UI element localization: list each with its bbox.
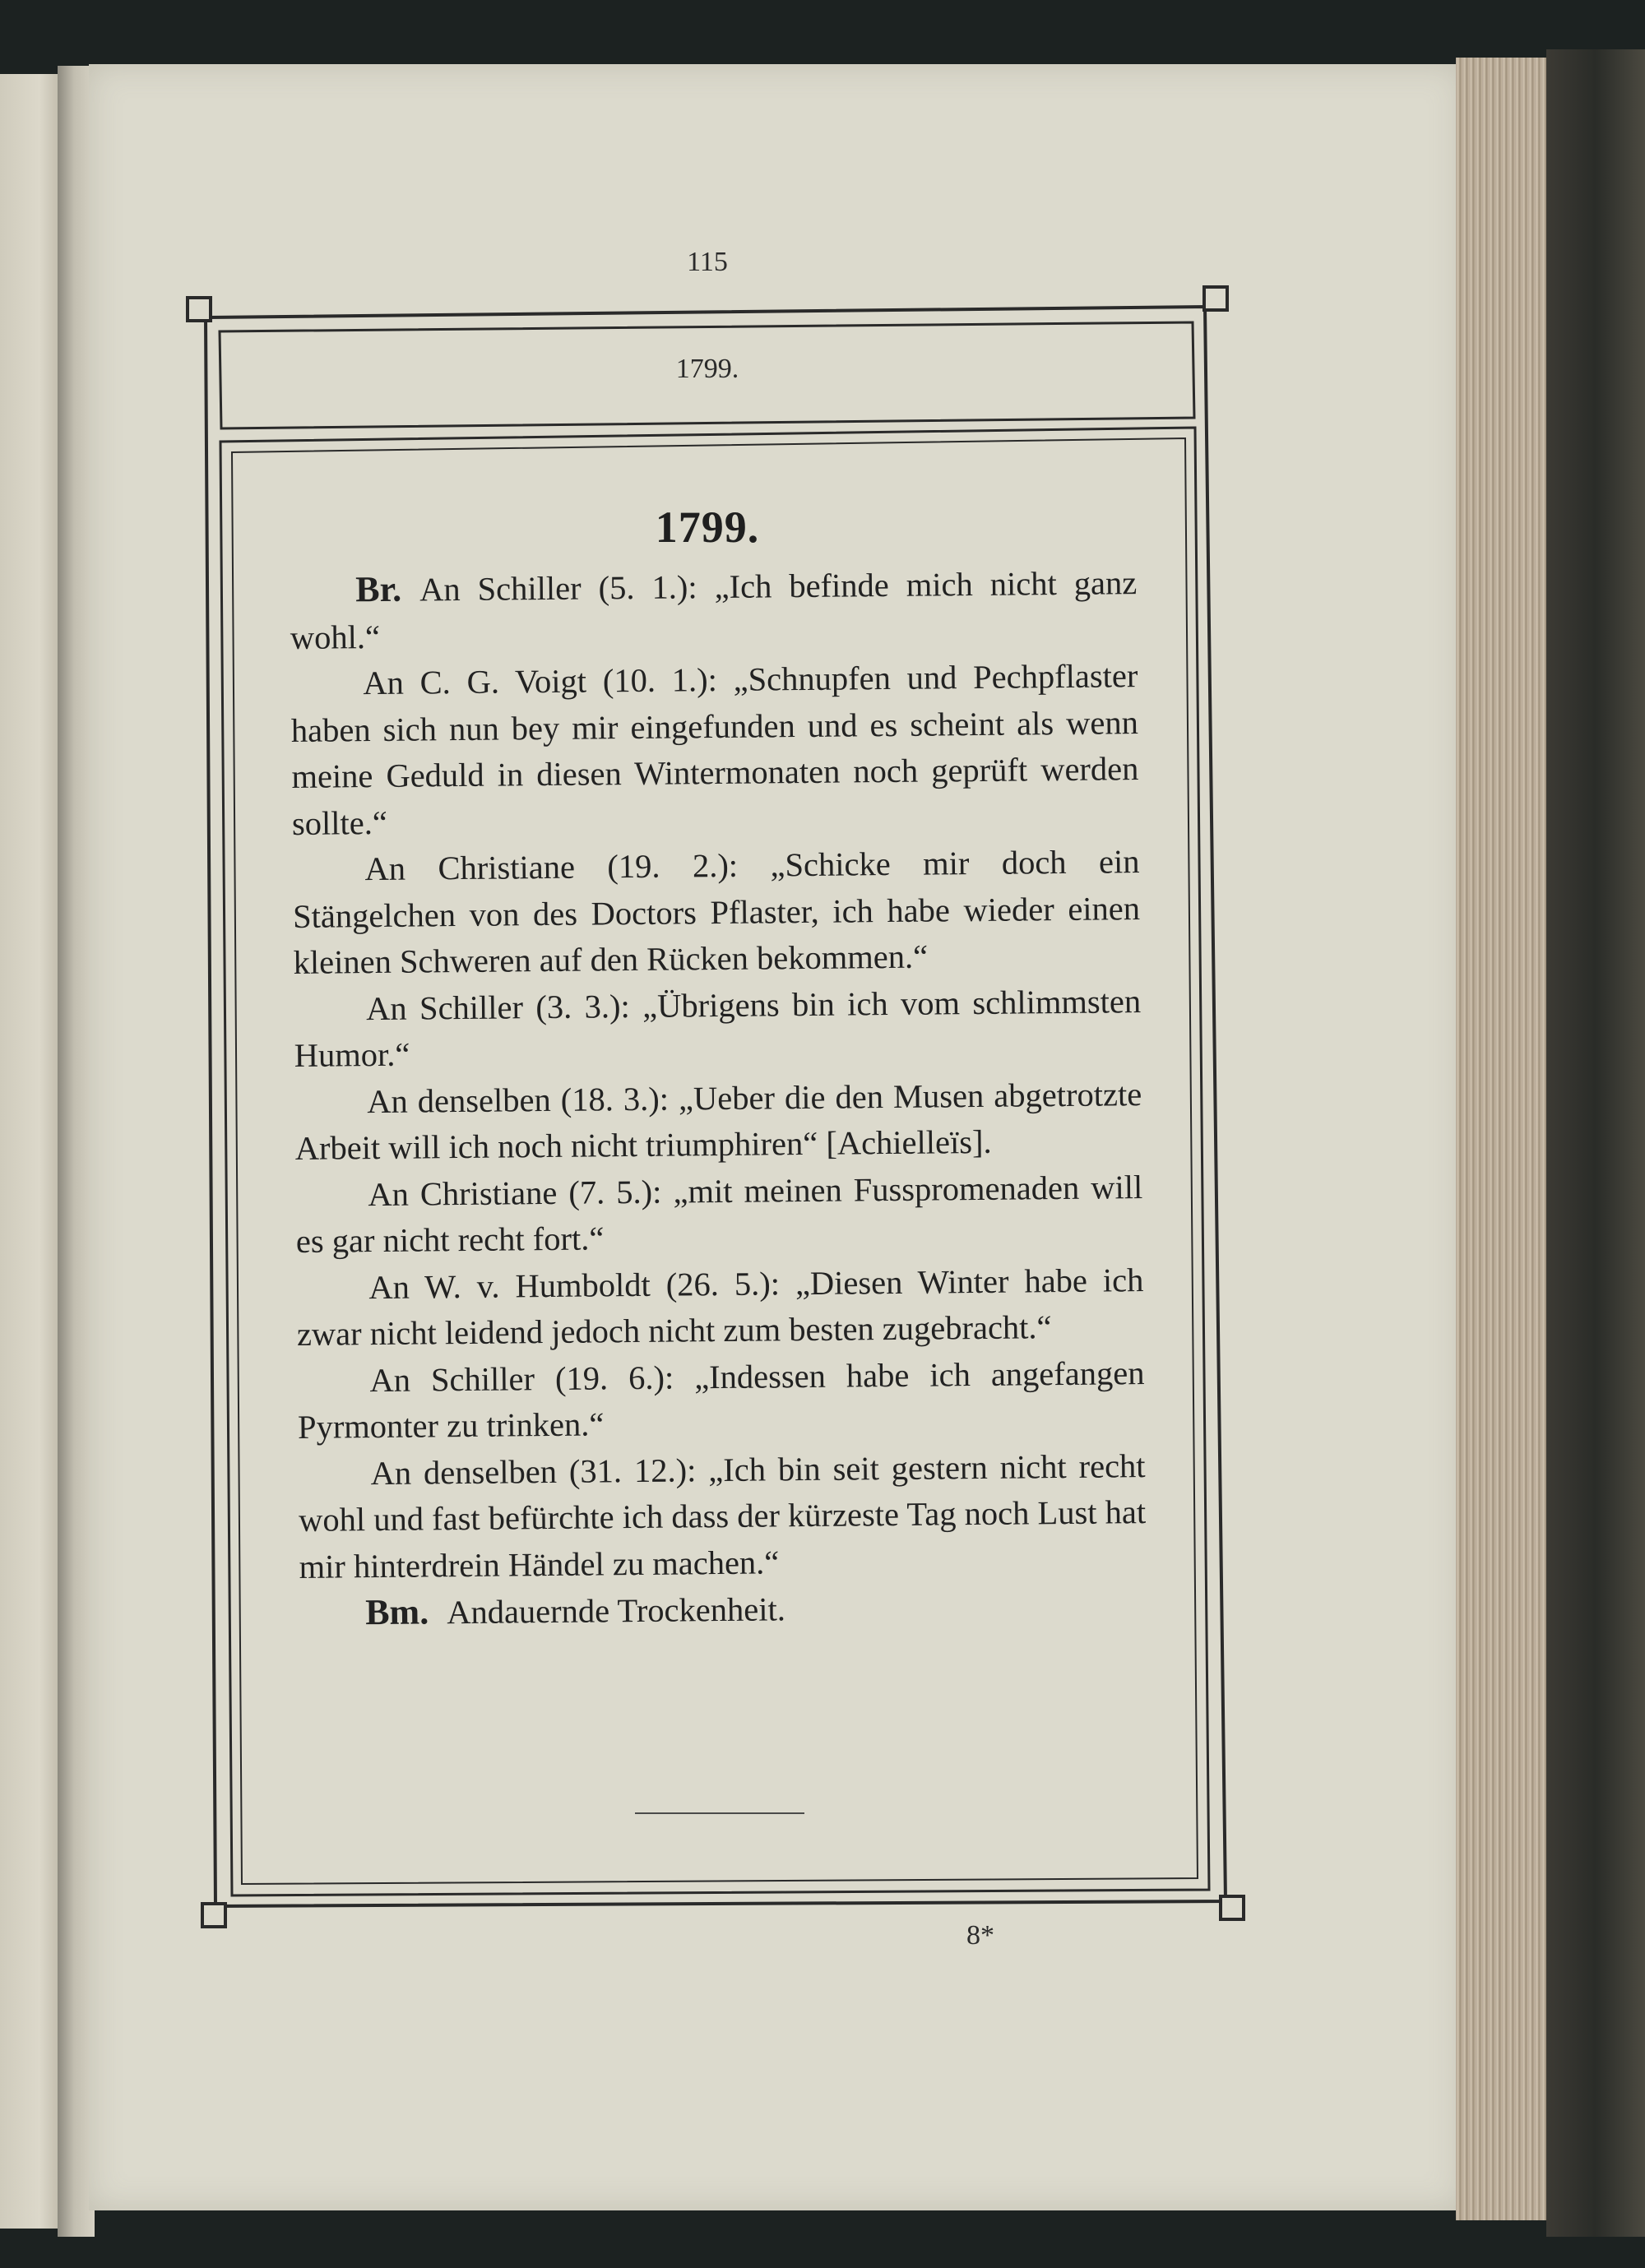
- entry-paragraph: [294, 979, 1142, 1080]
- entry-text: An Schiller (3. 3.): „Übrigens bin ich vom schlimmsten Humor.“: [294, 982, 1142, 1074]
- entry-paragraph: [290, 559, 1138, 661]
- entry-tag: Br.: [355, 568, 402, 610]
- entry-text: Andauernde Trockenheit.: [446, 1590, 786, 1632]
- entry-text: An Schiller (19. 6.): „Indessen habe ich angefangen Pyrmonter zu trinken.“: [297, 1354, 1145, 1446]
- entry-text: An C. G. Voigt (10. 1.): „Schnupfen und Pechpflaster haben sich nun bey mir eingefunden und es scheint als wenn meine Geduld in diesen Wintermonaten noch geprüft werden sollte.“: [290, 657, 1139, 842]
- entry-paragraph: [290, 653, 1139, 847]
- entry-paragraph: [296, 1257, 1144, 1358]
- entry-paragraph: [297, 1350, 1145, 1451]
- entry-text: An W. v. Humboldt (26. 5.): „Diesen Winter habe ich zwar nicht leidend jedoch nicht zum besten zugebracht.“: [296, 1261, 1144, 1353]
- entry-text: An denselben (31. 12.): „Ich bin seit gestern nicht recht wohl und fast befürchte ich dass der kürzeste Tag noch Lust hat mir hinterdrein Händel zu machen.“: [298, 1446, 1147, 1585]
- entry-paragraph: [294, 1072, 1142, 1173]
- running-header: 1799.: [675, 354, 739, 384]
- entry-tag: Bm.: [364, 1591, 429, 1633]
- entry-text: An denselben (18. 3.): „Ueber die den Musen abgetrotzte Arbeit will ich noch nicht triumphiren“ [Achielleïs].: [294, 1075, 1142, 1167]
- entry-paragraph: [299, 1582, 1147, 1637]
- entry-paragraph: [292, 839, 1141, 986]
- entry-paragraph: [298, 1443, 1147, 1590]
- entries-text: [290, 559, 1147, 1637]
- page-number: 115: [687, 247, 728, 277]
- entry-text: An Christiane (7. 5.): „mit meinen Fusspromenaden will es gar nicht recht fort.“: [295, 1168, 1143, 1260]
- signature-mark: 8*: [966, 1920, 994, 1951]
- closing-rule: [635, 1812, 804, 1814]
- section-heading: 1799.: [655, 502, 760, 552]
- entry-paragraph: [295, 1164, 1143, 1266]
- entry-text: An Schiller (5. 1.): „Ich befinde mich nicht ganz wohl.“: [290, 564, 1138, 656]
- entry-text: An Christiane (19. 2.): „Schicke mir doch ein Stängelchen von des Doctors Pflaster, ich habe wieder einen kleinen Schweren auf den Rücken bekommen.“: [292, 843, 1141, 981]
